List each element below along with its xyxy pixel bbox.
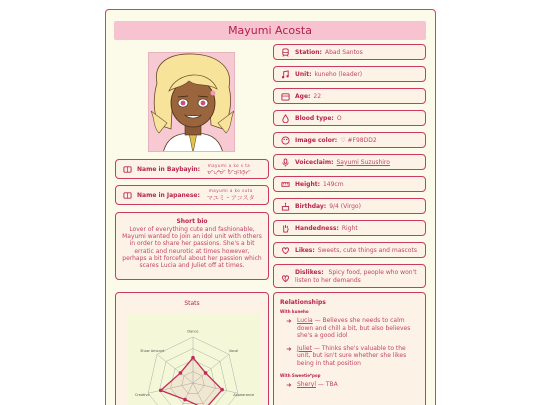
book-icon [123,191,132,200]
train-icon [281,48,290,57]
character-name: Mayumi Acosta [228,24,312,37]
name-baybayin-row [115,159,269,179]
name-japanese-script: マユミ・アコスタ [206,195,255,202]
relationship-group-title: With Sweetie*pop [280,373,321,378]
dislikes-text [295,269,423,284]
arrow-bullet-icon [286,382,292,388]
cake-icon [281,202,290,211]
info-label: Station: [295,48,322,56]
info-label: Unit: [295,70,312,78]
info-label: Handedness: [295,224,339,232]
info-value: Right [341,224,358,232]
radar-axis-label: Appearance [233,393,255,398]
radar-axis-label: Show Amount [140,349,165,354]
name-baybayin-label: Name in Baybayin: [137,165,201,173]
info-row-birthday [273,198,426,214]
blood-drop-icon [281,114,290,123]
stats-title: Stats [184,300,200,307]
short-bio-text: Lover of everything cute and fashionable, Mayumi wanted to join an idol unit with others in order to share her passions. She's a bit erratic and neurotic at times however, perhaps a bit forceful about her passion which scares Lucia and Juliet off at times. [122,226,262,270]
radar-axis-label: Creative [134,393,150,398]
relationship-desc: — Believes she needs to calm down and chill a bit, but also believes she's a good idol [297,317,411,339]
relationship-desc: — TBA [316,381,338,388]
info-value: 9/4 (Virgo) [329,202,361,210]
stats-card [115,292,269,405]
relationship-name-link[interactable]: Juliet [297,344,312,352]
name-baybayin-reading: mayumi a ko s ta [207,162,251,168]
info-label: Dislikes: [295,269,324,276]
radar-data-point [191,356,195,360]
radar-axis-label: Dance [187,329,199,334]
palette-icon [281,136,290,145]
info-row-height [273,176,426,192]
arrow-bullet-icon [286,346,292,352]
microphone-icon [281,158,290,167]
info-label: Blood type: [295,114,334,122]
info-label: Age: [295,92,311,100]
voiceclaim-link[interactable]: Sayumi Suzushiro [336,158,390,166]
radar-data-point [179,371,183,375]
book-icon [123,165,132,174]
relationship-item [286,381,417,389]
info-value: ♡ #F98DD2 [340,136,377,144]
relationship-text [297,317,417,340]
name-baybayin-script: ᜋᜌᜓᜋᜒ ᜀᜃᜓᜐ᜔ᜆ [207,168,251,176]
relationship-name-link[interactable]: Lucia [297,317,313,324]
name-japanese-reading: mayumi a ko suta [208,188,253,193]
info-row-likes [273,242,426,258]
info-value: Sweets, cute things and mascots [317,246,417,254]
info-value: 149cm [322,180,344,188]
arrow-bullet-icon [286,318,292,324]
info-row-station [273,44,426,60]
ruler-icon [281,180,290,189]
radar-chart-panel [127,313,260,405]
relationships-card [273,292,426,405]
info-row-age [273,88,426,104]
relationship-group-title: With kuneho [280,309,309,314]
info-label: Birthday: [295,202,327,210]
relationships-title: Relationships [280,299,326,306]
radar-axis-label: Vocal [228,349,239,354]
relationship-desc: — Thinks she's valuable to the unit, but isn't sure whether she likes being in that position [297,344,407,367]
radar-data-point [159,389,163,393]
info-value: kuneho (leader) [314,70,363,78]
info-row-handedness [273,220,426,236]
info-row-image-color [273,132,426,148]
info-row-blood-type [273,110,426,126]
character-portrait [148,52,235,152]
short-bio-card [115,212,269,280]
relationship-item [286,345,417,368]
portrait-illustration [149,53,235,152]
relationship-text [297,381,338,389]
name-japanese-row [115,185,269,205]
name-japanese-label: Name in Japanese: [137,191,200,199]
name-baybayin-value [207,163,251,176]
short-bio-title: Short bio [176,218,208,225]
info-value: Spicy food, people who won't listen to her demands [295,269,417,284]
info-label: Voiceclaim: [295,158,334,166]
radar-chart [127,313,260,405]
info-row-dislikes [273,264,426,288]
radar-data-point [204,371,208,375]
relationship-text [297,345,417,368]
calendar-icon [281,92,290,101]
heart-icon [281,246,290,255]
info-value: O [336,114,342,122]
name-japanese-value [207,188,255,202]
info-row-unit [273,66,426,82]
info-value: 22 [313,92,322,100]
radar-data-point [183,398,187,402]
radar-data-point [220,388,224,392]
hand-icon [281,224,290,233]
relationship-item [286,317,417,340]
info-row-voiceclaim [273,154,426,170]
info-label: Likes: [295,246,315,254]
relationship-name-link[interactable]: Sheryl [297,381,316,388]
broken-heart-icon [281,274,290,283]
name-banner [114,21,426,40]
info-label: Height: [295,180,320,188]
music-notes-icon [281,70,290,79]
info-value: Abad Santos [324,48,363,56]
info-label: Image color: [295,136,338,144]
